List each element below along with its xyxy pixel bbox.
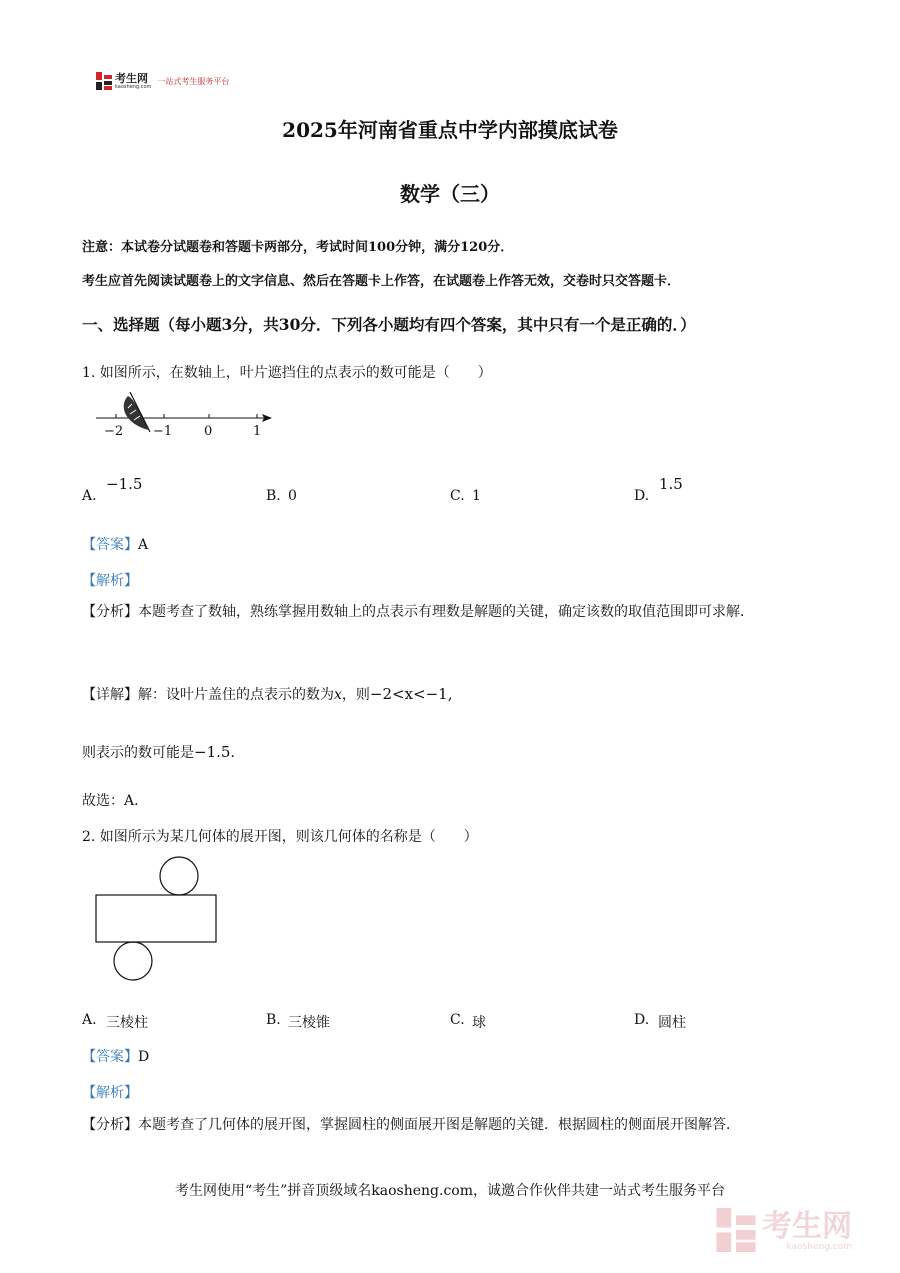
q1-option-d-value: 1.5 bbox=[659, 475, 683, 493]
section-title: 一、选择题（每小题3分，共30分．下列各小题均有四个答案，其中只有一个是正确的．） bbox=[82, 315, 696, 334]
detail-var: x bbox=[334, 687, 342, 703]
q1-option-c-value: 1 bbox=[472, 488, 481, 504]
exam-note-1: 注意：本试卷分试题卷和答题卡两部分，考试时间100分钟，满分120分． bbox=[82, 240, 514, 255]
q1-fenxi bbox=[82, 597, 822, 627]
answer-value: D bbox=[138, 1049, 150, 1065]
detail-then: ，则 bbox=[341, 687, 370, 703]
q2-option-b-value: 三棱锥 bbox=[288, 1015, 330, 1031]
q1-choose: 故选：A． bbox=[82, 793, 149, 809]
logo-slogan: 一站式考生服务平台 bbox=[157, 76, 230, 86]
q2-option-a-letter: A. bbox=[82, 1012, 97, 1028]
axis-label-neg2: −2 bbox=[104, 424, 124, 439]
logo-name: 考生网 bbox=[115, 71, 148, 85]
q1-option-a-value: −1.5 bbox=[106, 475, 143, 493]
q1-option-c-letter: C. bbox=[450, 488, 465, 504]
q1-option-a-letter: A. bbox=[82, 488, 97, 504]
q2-option-c-value: 球 bbox=[472, 1015, 486, 1031]
q2-analysis-tag: 【解析】 bbox=[82, 1085, 138, 1101]
watermark-name: 考生网 bbox=[762, 1209, 852, 1244]
answer-tag: 【答案】 bbox=[82, 537, 138, 553]
q2-option-d-value: 圆柱 bbox=[658, 1015, 686, 1031]
page-footer: 考生网使用“考生”拼音顶级域名kaosheng.com，诚邀合作伙伴共建一站式考生服务平台 bbox=[174, 1183, 726, 1199]
number-line-figure bbox=[92, 392, 282, 448]
q2-fenxi bbox=[82, 1110, 822, 1140]
header-logo bbox=[96, 72, 229, 90]
q1-result bbox=[82, 742, 244, 762]
page-title: 2025年河南省重点中学内部摸底试卷 bbox=[282, 118, 618, 142]
detail-text: 解：设叶片盖住的点表示的数为 bbox=[138, 687, 334, 703]
detail-tag: 【详解】 bbox=[82, 687, 138, 703]
result-end: ． bbox=[230, 745, 245, 761]
leaf-icon bbox=[124, 392, 150, 432]
axis-label-1: 1 bbox=[253, 424, 262, 439]
q2-answer bbox=[82, 1046, 149, 1066]
q1-analysis-tag: 【解析】 bbox=[82, 573, 138, 589]
axis-label-neg1: −1 bbox=[153, 424, 173, 439]
q2-stem: 2. 如图所示为某几何体的展开图，则该几何体的名称是（ ） bbox=[82, 829, 478, 845]
kaosheng-watermark-icon bbox=[716, 1208, 756, 1256]
answer-value: A bbox=[138, 537, 149, 553]
q2-option-b-letter: B. bbox=[266, 1012, 281, 1028]
fenxi-text: 本题考查了数轴，熟练掌握用数轴上的点表示有理数是解题的关键，确定该数的取值范围即可求解． bbox=[138, 604, 754, 620]
kaosheng-logo-icon bbox=[96, 72, 112, 90]
fenxi-tag: 【分析】 bbox=[82, 604, 138, 620]
result-value: −1.5 bbox=[194, 743, 231, 761]
axis-label-0: 0 bbox=[204, 424, 213, 439]
q2-option-d-letter: D. bbox=[634, 1012, 650, 1028]
logo-domain: kaosheng.com bbox=[115, 83, 152, 90]
watermark bbox=[716, 1208, 852, 1256]
fenxi-tag: 【分析】 bbox=[82, 1117, 138, 1133]
exam-note-2: 考生应首先阅读试题卷上的文字信息、然后在答题卡上作答，在试题卷上作答无效，交卷时只交答题卡． bbox=[82, 274, 681, 289]
q1-stem: 1. 如图所示，在数轴上，叶片遮挡住的点表示的数可能是（ ） bbox=[82, 365, 492, 381]
cylinder-net-figure bbox=[92, 854, 222, 988]
q2-option-a-value: 三棱柱 bbox=[106, 1015, 148, 1031]
q1-option-b-letter: B. bbox=[266, 488, 281, 504]
watermark-domain: kaosheng.com bbox=[786, 1242, 852, 1252]
q2-option-c-letter: C. bbox=[450, 1012, 465, 1028]
q1-option-b-value: 0 bbox=[288, 488, 297, 504]
fenxi-text: 本题考查了几何体的展开图，掌握圆柱的侧面展开图是解题的关键．根据圆柱的侧面展开图解答． bbox=[138, 1117, 740, 1133]
result-text: 则表示的数可能是 bbox=[82, 745, 194, 761]
answer-tag: 【答案】 bbox=[82, 1049, 138, 1065]
q1-answer bbox=[82, 534, 148, 554]
q1-detail bbox=[82, 684, 453, 704]
page-subtitle: 数学（三） bbox=[400, 182, 500, 206]
q1-option-d-letter: D. bbox=[634, 488, 650, 504]
detail-inequality: −2<x<−1, bbox=[369, 685, 453, 703]
